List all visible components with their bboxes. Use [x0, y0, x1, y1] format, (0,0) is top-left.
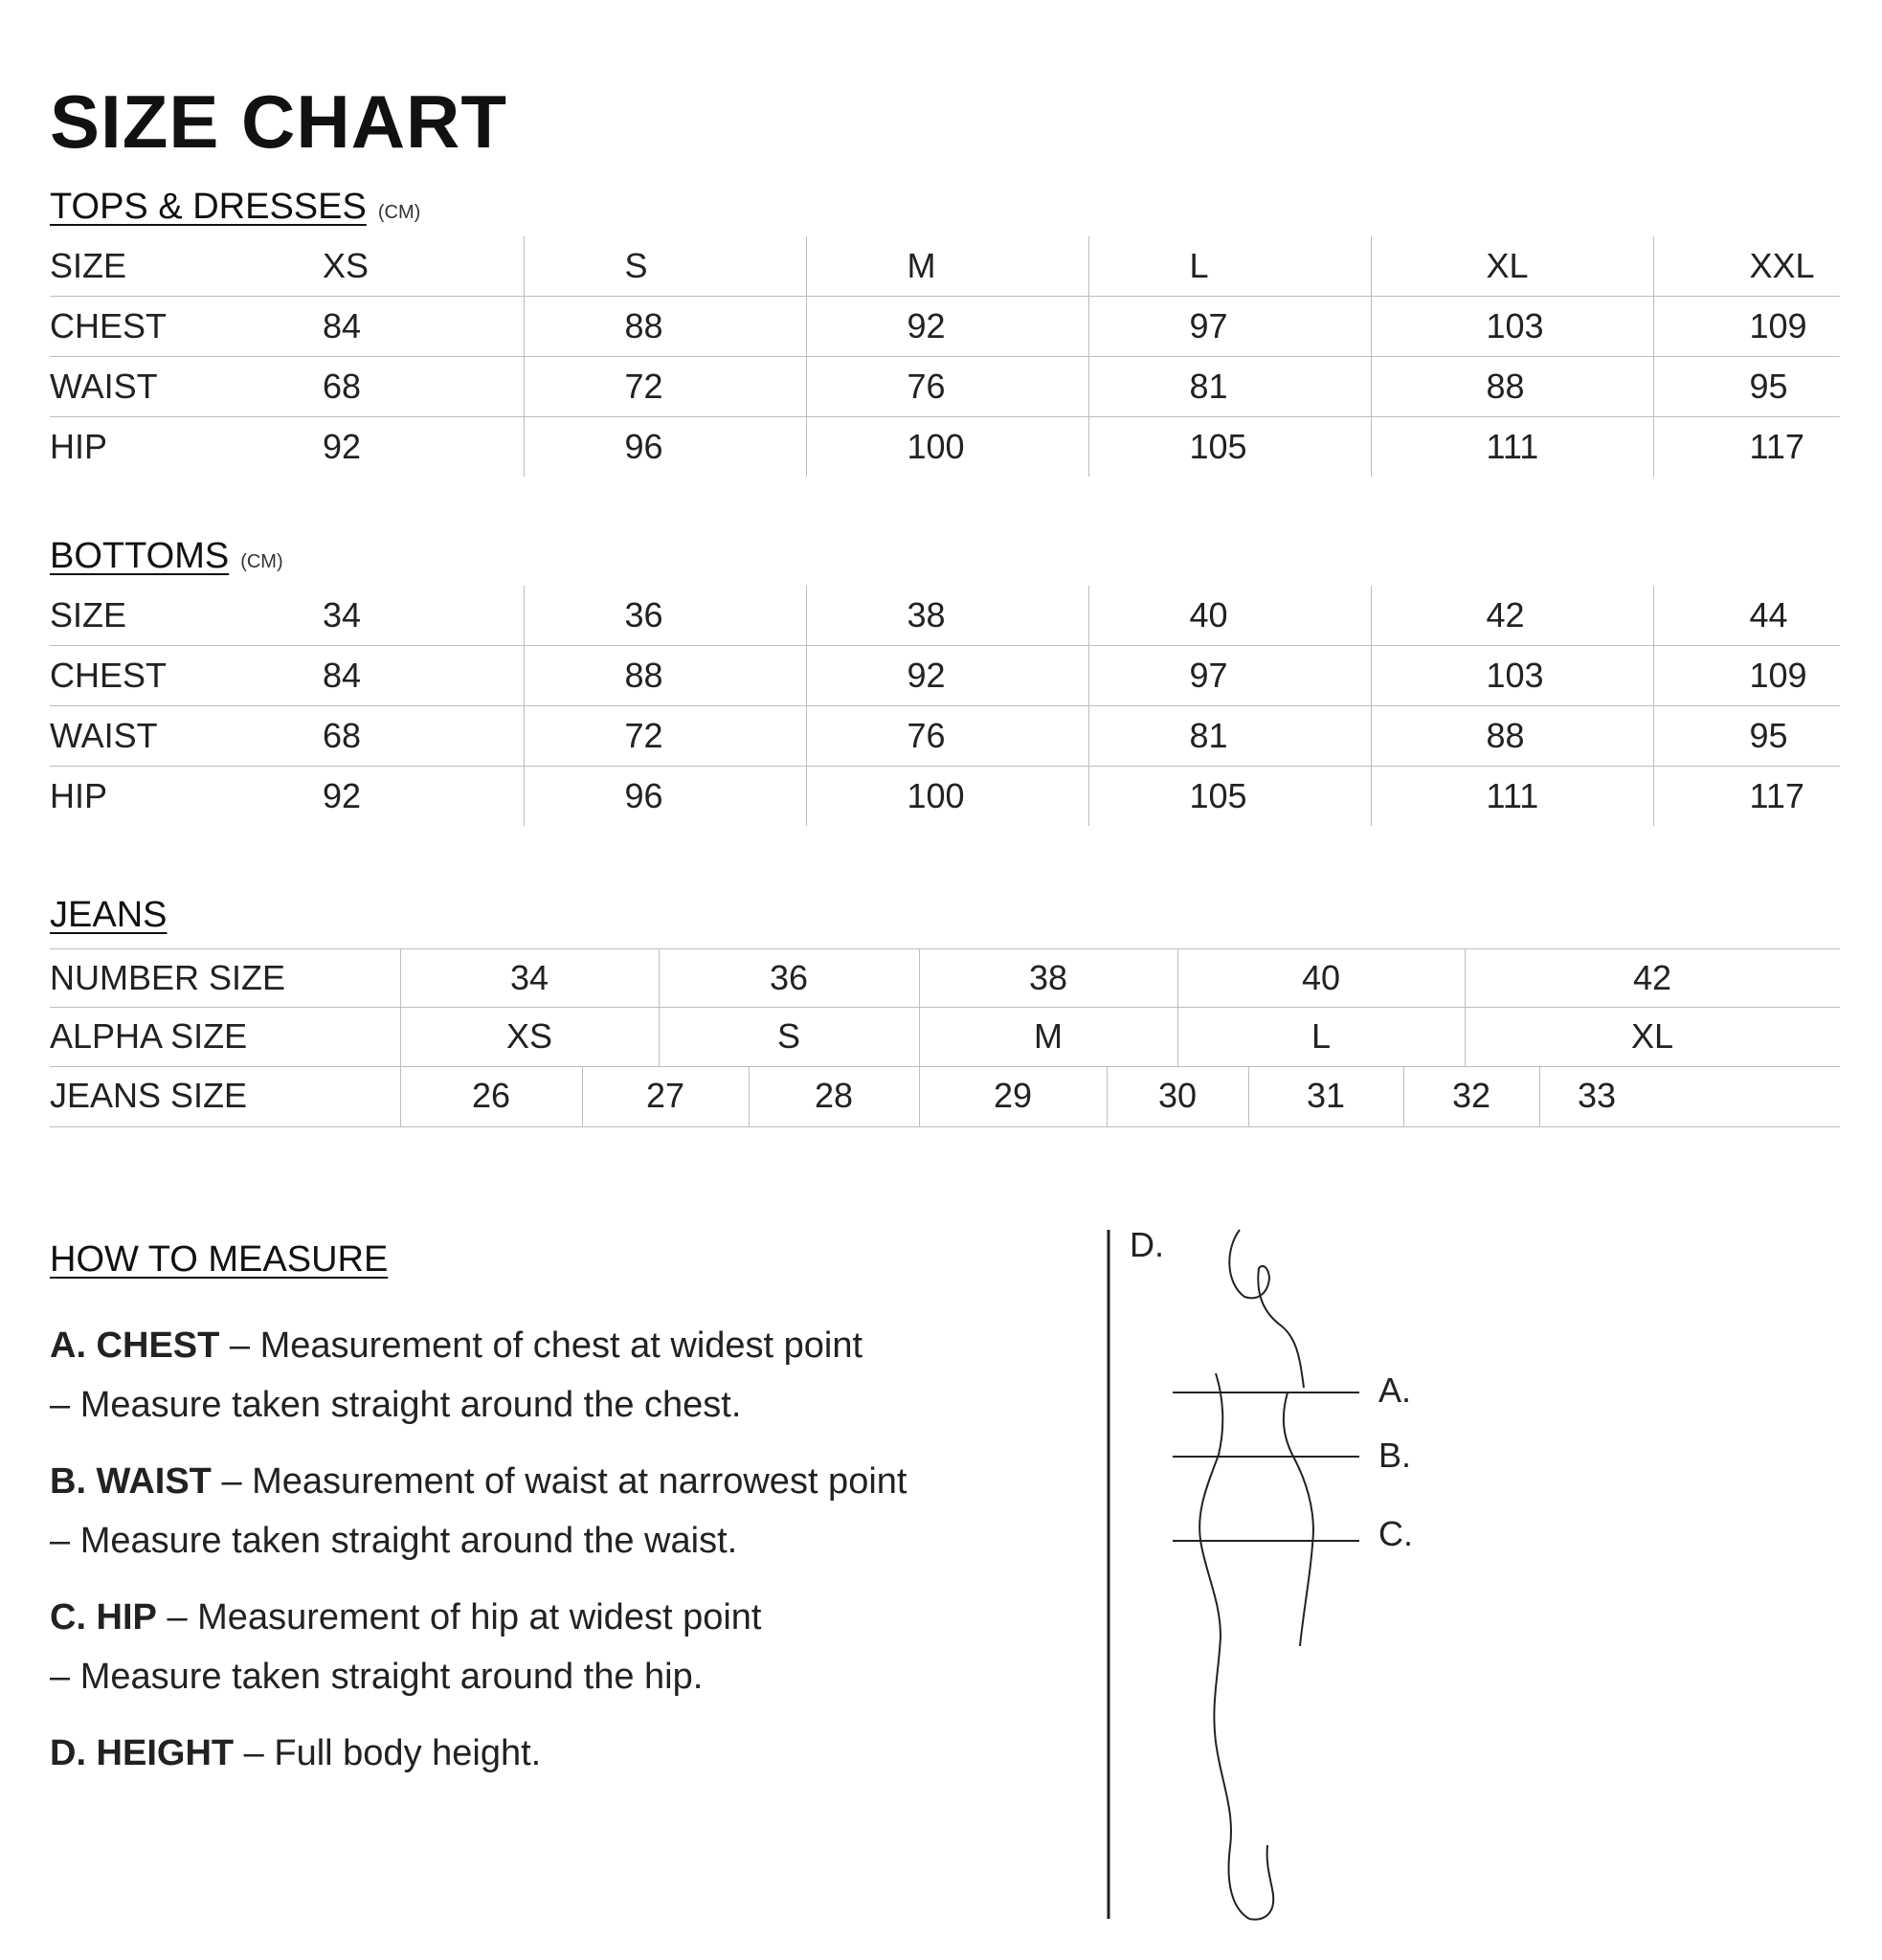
table-cell: 97 — [1088, 646, 1371, 706]
row-label: WAIST — [50, 706, 323, 767]
row-label: SIZE — [50, 586, 323, 646]
measure-key: A. CHEST — [50, 1325, 220, 1366]
body-diagram — [1091, 1225, 1474, 1933]
table-cell: XS — [505, 1016, 553, 1056]
table-cell: 27 — [645, 1076, 685, 1115]
bottoms-unit: (CM) — [240, 551, 283, 572]
table-cell: XS — [323, 236, 524, 297]
hip-label: C. — [1378, 1514, 1413, 1553]
measure-note: – Measure taken straight around the chest. — [50, 1385, 742, 1425]
table-cell: 109 — [1653, 297, 1840, 357]
jeans-size-label: JEANS SIZE — [50, 1076, 248, 1115]
table-row — [50, 417, 1840, 478]
measure-desc: – Full body height. — [234, 1733, 542, 1773]
jeans-row-alpha — [50, 1007, 1840, 1066]
measure-key: B. WAIST — [50, 1461, 212, 1502]
table-row — [50, 646, 1840, 706]
table-cell: M — [1034, 1016, 1063, 1056]
table-cell: 81 — [1088, 706, 1371, 767]
table-cell: 88 — [524, 297, 806, 357]
measure-key: C. HIP — [50, 1597, 157, 1637]
body-outline-icon — [1091, 1225, 1474, 1933]
table-cell: 92 — [806, 297, 1088, 357]
table-row — [50, 236, 1840, 297]
table-cell: XXL — [1653, 236, 1840, 297]
table-cell: M — [806, 236, 1088, 297]
table-cell: 76 — [806, 357, 1088, 417]
waist-label: B. — [1378, 1436, 1412, 1475]
table-cell: 38 — [1028, 958, 1068, 997]
measure-desc: – Measurement of hip at widest point — [156, 1597, 762, 1637]
table-cell: 42 — [1632, 958, 1672, 997]
tops-heading-text: TOPS & DRESSES — [50, 187, 367, 227]
tops-table — [50, 236, 1840, 477]
table-cell: 26 — [471, 1076, 511, 1115]
table-cell: L — [1088, 236, 1371, 297]
jeans-section — [50, 895, 1840, 1126]
measure-desc: – Measurement of chest at widest point — [219, 1325, 863, 1366]
measure-desc: – Measurement of waist at narrowest point — [211, 1461, 907, 1502]
table-cell: 40 — [1301, 958, 1341, 997]
tops-heading — [50, 187, 1840, 236]
jeans-row-number — [50, 948, 1840, 1008]
row-label: CHEST — [50, 297, 323, 357]
row-label: WAIST — [50, 357, 323, 417]
jeans-table — [50, 945, 1840, 1126]
table-cell: XL — [1371, 236, 1653, 297]
table-cell: 40 — [1088, 586, 1371, 646]
table-cell: 34 — [323, 586, 524, 646]
bottoms-heading-text: BOTTOMS — [50, 536, 230, 576]
table-row — [50, 586, 1840, 646]
row-label: HIP — [50, 776, 108, 815]
table-cell: 36 — [769, 958, 809, 997]
measure-item — [50, 1588, 1064, 1706]
table-cell: 44 — [1653, 586, 1840, 646]
table-cell: 103 — [1371, 646, 1653, 706]
row-label: SIZE — [50, 236, 323, 297]
table-cell: 100 — [806, 417, 1088, 478]
page-title: SIZE CHART — [50, 79, 507, 164]
table-cell: 105 — [1088, 767, 1371, 827]
table-row — [50, 706, 1840, 767]
table-cell: L — [1311, 1016, 1332, 1056]
table-cell: 88 — [1371, 357, 1653, 417]
table-cell: 38 — [806, 586, 1088, 646]
table-cell: 36 — [524, 586, 806, 646]
table-cell: 95 — [1653, 357, 1840, 417]
table-cell: 88 — [1371, 706, 1653, 767]
table-cell: 111 — [1371, 767, 1653, 827]
table-cell: 42 — [1371, 586, 1653, 646]
bottoms-section — [50, 536, 1840, 826]
jeans-row-jeans — [50, 1066, 1840, 1125]
table-cell: 95 — [1653, 706, 1840, 767]
jeans-heading-text: JEANS — [50, 895, 168, 935]
table-cell: 81 — [1088, 357, 1371, 417]
table-cell: 30 — [1157, 1076, 1198, 1115]
table-cell: 29 — [993, 1076, 1033, 1115]
table-row — [50, 767, 1840, 827]
row-label: HIP — [50, 427, 108, 466]
table-cell: XL — [1630, 1016, 1674, 1056]
measure-item — [50, 1316, 1064, 1435]
table-cell: 97 — [1088, 297, 1371, 357]
table-cell: 117 — [1653, 417, 1840, 478]
table-cell: 96 — [524, 417, 806, 478]
table-cell: 92 — [806, 646, 1088, 706]
table-row — [50, 357, 1840, 417]
table-cell: 84 — [323, 297, 524, 357]
jeans-heading — [50, 895, 1840, 945]
row-label: CHEST — [50, 646, 323, 706]
table-cell: S — [524, 236, 806, 297]
table-cell: 68 — [323, 706, 524, 767]
table-row — [50, 297, 1840, 357]
table-cell: 92 — [323, 776, 362, 815]
alpha-size-label: ALPHA SIZE — [50, 1016, 248, 1056]
bottoms-heading — [50, 536, 1840, 586]
table-cell: 28 — [814, 1076, 854, 1115]
table-cell: 34 — [509, 958, 549, 997]
table-cell: 105 — [1088, 417, 1371, 478]
table-cell: S — [776, 1016, 800, 1056]
how-to-measure — [50, 1239, 1064, 1783]
measure-key: D. HEIGHT — [50, 1733, 235, 1773]
number-size-label: NUMBER SIZE — [50, 958, 286, 997]
table-cell: 84 — [323, 646, 524, 706]
table-cell: 31 — [1306, 1076, 1346, 1115]
table-cell: 109 — [1653, 646, 1840, 706]
table-cell: 72 — [524, 706, 806, 767]
measure-note: – Measure taken straight around the hip. — [50, 1657, 704, 1697]
table-cell: 76 — [806, 706, 1088, 767]
bottoms-table — [50, 586, 1840, 826]
table-cell: 96 — [524, 767, 806, 827]
table-cell: 103 — [1371, 297, 1653, 357]
table-cell: 100 — [806, 767, 1088, 827]
measure-item — [50, 1452, 1064, 1570]
table-cell: 117 — [1653, 767, 1840, 827]
table-cell: 92 — [323, 427, 362, 466]
table-cell: 72 — [524, 357, 806, 417]
chest-label: A. — [1378, 1370, 1412, 1410]
measure-note: – Measure taken straight around the waist. — [50, 1521, 738, 1561]
table-cell: 88 — [524, 646, 806, 706]
how-to-measure-title: HOW TO MEASURE — [50, 1239, 389, 1280]
tops-unit: (CM) — [377, 202, 421, 223]
table-cell: 111 — [1371, 417, 1653, 478]
table-cell: 33 — [1577, 1076, 1617, 1115]
measure-item — [50, 1724, 1064, 1783]
height-label: D. — [1130, 1225, 1164, 1264]
table-cell: 68 — [323, 357, 524, 417]
table-cell: 32 — [1451, 1076, 1491, 1115]
tops-section — [50, 187, 1840, 477]
